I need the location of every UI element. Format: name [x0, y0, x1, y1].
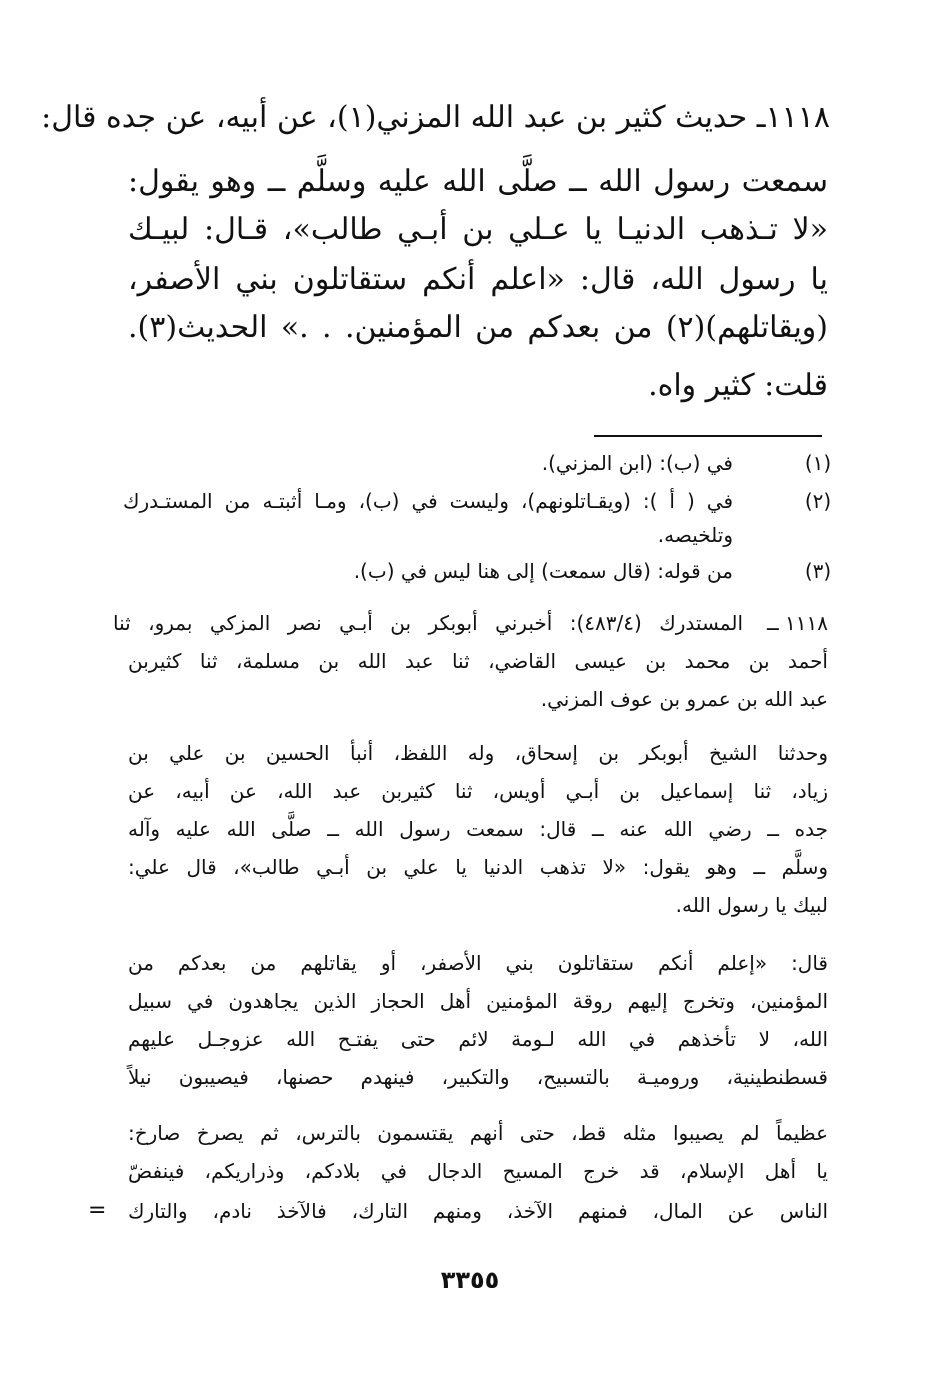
- commentary-line: عبد الله بن عمرو بن عوف المزني.: [540, 687, 828, 711]
- footnote-number: (٢): [804, 489, 832, 513]
- commentary-line: المستدرك (٤٨٣/٤): أخبرني أبوبكر بن أبـي نصر المزكي بمرو، ثنا: [113, 611, 744, 635]
- footnote-number: (١): [804, 451, 832, 475]
- hadith-line: (ويقاتلهم)(٢) من بعدكم من المؤمنين. . .» الحديث(٣).: [128, 310, 828, 345]
- hadith-line: سمعت رسول الله ــ صلَّى الله عليه وسلَّم ــ وهو يقول:: [128, 164, 828, 199]
- commentary-line: عظيماً لم يصيبوا مثله قط، حتى أنهم يقتسمون بالترس، ثم يصرخ صارخ:: [128, 1121, 828, 1145]
- footnote-number: (٣): [804, 559, 832, 583]
- commentary-line: الله، لا تأخذهم في الله لـومة لائم حتى يفتـح الله عزوجـل عليهم: [128, 1027, 828, 1051]
- footnote-text: وتلخيصه.: [657, 523, 733, 547]
- page-number: ٣٣٥٥: [440, 1266, 500, 1294]
- footnote-rule: [594, 435, 822, 437]
- footnote-text: من قوله: (قال سمعت) إلى هنا ليس في (ب).: [353, 559, 733, 583]
- commentary-line: قسطنطينية، وروميـة بالتسبيح، والتكبير، فينهدم حصنها، فيصيبون نيلاً: [128, 1065, 828, 1089]
- commentary-line: وحدثنا الشيخ أبوبكر بن إسحاق، وله اللفظ، أنبأ الحسين بن علي بن: [128, 741, 828, 765]
- commentary-line: المؤمنين، وتخرج إليهم روقة المؤمنين أهل الحجاز الذين يجاهدون في سبيل: [128, 989, 828, 1013]
- hadith-line: ١١١٨ـ حديث كثير بن عبد الله المزني(١)، عن أبيه، عن جده قال:: [41, 100, 830, 135]
- commentary-line: أحمد بن محمد بن عيسى القاضي، ثنا عبد الله بن مسلمة، ثنا كثيربن: [128, 649, 828, 673]
- commentary-line: يا أهل الإسلام، قد خرج المسيح الدجال في بلادكم، وذراريكم، فينفضّ: [128, 1159, 828, 1183]
- commentary-line: جده ــ رضي الله عنه ــ قال: سمعت رسول الله ــ صلَّى الله عليه وآله: [128, 817, 828, 841]
- commentary-line: زياد، ثنا إسماعيل بن أبـي أويس، ثنا كثيربن عبد الله، عن أبيه، عن: [128, 779, 828, 803]
- hadith-line: قلت: كثير واه.: [648, 368, 828, 403]
- hadith-line: «لا تـذهب الدنيـا يا عـلي بن أبـي طالب»، قـال: لبيـك: [128, 212, 828, 247]
- commentary-line: الناس عن المال، فمنهم الآخذ، ومنهم التارك، فالآخذ نادم، والتارك: [128, 1199, 828, 1223]
- commentary-line: قال: «إعلم أنكم ستقاتلون بني الأصفر، أو يقاتلهم من بعدكم من: [128, 951, 828, 975]
- commentary-line: وسلَّم ــ وهو يقول: «لا تذهب الدنيا يا علي بن أبـي طالب»، قال علي:: [128, 855, 828, 879]
- hadith-line: يا رسول الله، قال: «اعلم أنكم ستقاتلون بني الأصفر،: [128, 262, 828, 297]
- commentary-number: ١١١٨ ــ: [766, 611, 828, 635]
- footnote-text: في ( أ ): (ويقـاتلونهم)، وليست في (ب)، ومـا أثبتـه من المستـدرك: [123, 489, 733, 513]
- footnote-text: في (ب): (ابن المزني).: [541, 451, 733, 475]
- continuation-mark: =: [88, 1198, 107, 1223]
- commentary-line: لبيك يا رسول الله.: [675, 893, 828, 917]
